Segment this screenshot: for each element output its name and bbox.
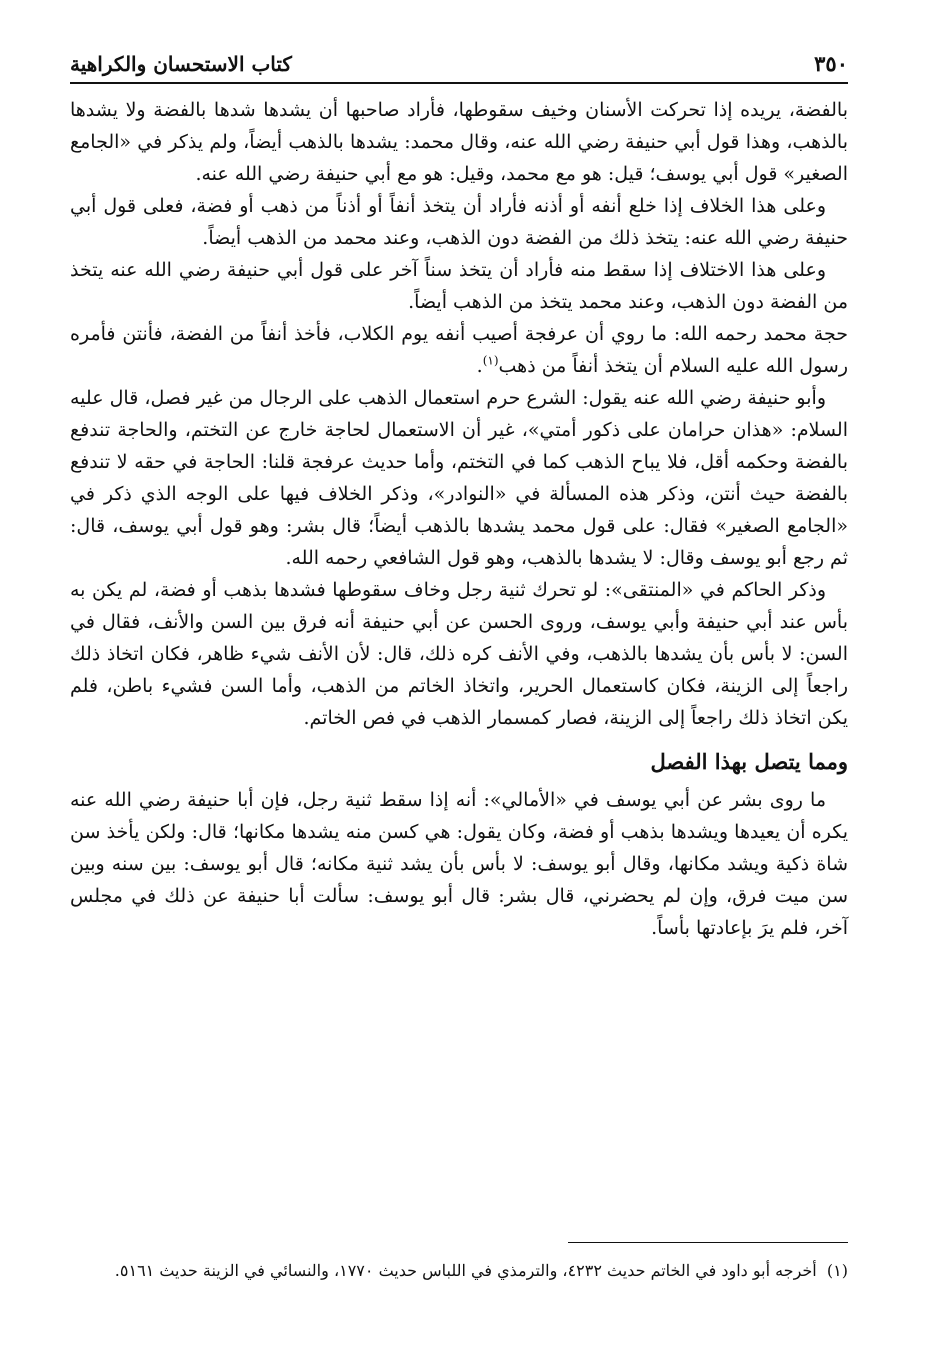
paragraph: وذكر الحاكم في «المنتقى»: لو تحرك ثنية رجل وخاف سقوطها فشدها بذهب أو فضة، لم يكن به بأس عند أبي حنيفة وأبي يوسف، وروى الحسن عن أبي حنيفة أنه فرق بين السن والأنف، فقال في السن: لا بأس بأن يشدها بالذهب، وفي الأنف كره ذلك، قال: لأن الأنف شيء ظاهر، فكان اتخاذ ذلك راجعاً إلى الزينة، فكان كاستعمال الحرير، واتخاذ الخاتم من الذهب، وأما السن فشيء باطن، فلم يكن اتخاذ ذلك راجعاً إلى الزينة، فصار كمسمار الذهب في فص الخاتم.: [70, 579, 848, 729]
paragraph: حجة محمد رحمه الله: ما روي أن عرفجة أصيب أنفه يوم الكلاب، فأخذ أنفاً من الفضة، فأنتن فأمره رسول الله عليه السلام أن يتخذ أنفاً من ذهب$^{(١)}$.: [70, 323, 848, 377]
paragraph-text: حجة محمد رحمه الله: ما روي أن عرفجة أصيب أنفه يوم الكلاب، فأخذ أنفاً من الفضة، فأنتن فأمره رسول الله عليه السلام أن يتخذ أنفاً من ذهب: [70, 323, 848, 377]
footnote-divider: [568, 1242, 848, 1243]
body-text: [70, 94, 848, 944]
footnote-number: (١): [826, 1261, 848, 1280]
paragraph: وأبو حنيفة رضي الله عنه يقول: الشرع حرم استعمال الذهب على الرجال من غير فصل، قال عليه السلام: «هذان حرامان على ذكور أمتي»، غير أن الاستعمال لحاجة خارج عن التختم، والحاجة تندفع بالفضة وحكمه أقل، فلا يباح الذهب كما في التختم، وأما حديث عرفجة قلنا: الحاجة في حقه لا تندفع بالفضة حيث أنتن، وذكر هذه المسألة في «النوادر»، وذكر الخلاف فيها على الوجه الذي ذكر في «الجامع الصغير» فقال: على قول محمد يشدها بالذهب أيضاً؛ قال بشر: وهو قول أبي يوسف، قال: ثم رجع أبو يوسف وقال: لا يشدها بالذهب، وهو قول الشافعي رحمه الله.: [70, 387, 849, 569]
paragraph: وعلى هذا الخلاف إذا خلع أنفه أو أذنه فأراد أن يتخذ أنفاً أو أذناً من ذهب أو فضة، فعلى قول أبي حنيفة رضي الله عنه: يتخذ ذلك من الفضة دون الذهب، وعند محمد من الذهب أيضاً.: [70, 195, 848, 249]
footnote-text: أخرجه أبو داود في الخاتم حديث ٤٢٣٢، والترمذي في اللباس حديث ١٧٧٠، والنسائي في الزينة حديث ٥١٦١.: [114, 1261, 817, 1280]
footnote: [70, 1256, 848, 1286]
running-head: [70, 40, 848, 84]
footnote-marker: (١): [482, 353, 499, 368]
paragraph: بالفضة، يريده إذا تحركت الأسنان وخيف سقوطها، فأراد صاحبها أن يشدها شدها بالفضة ولا يشدها بالذهب، وهذا قول أبي حنيفة رضي الله عنه، وقال محمد: يشدها بالذهب أيضاً، ولم يذكر في «الجامع الصغير» قول أبي يوسف؛ قيل: هو مع محمد، وقيل: هو مع أبي حنيفة رضي الله عنه.: [70, 99, 848, 185]
document-page: [70, 40, 849, 1280]
paragraph: وعلى هذا الاختلاف إذا سقط منه فأراد أن يتخذ سناً آخر على قول أبي حنيفة رضي الله عنه يتخذ من الفضة دون الذهب، وعند محمد يتخذ من الذهب أيضاً.: [70, 259, 848, 313]
book-title: كتاب الاستحسان والكراهية: [70, 52, 292, 76]
footnotes: [70, 1256, 848, 1286]
page-number: ٣٥٠: [814, 51, 848, 76]
section-heading: ومما يتصل بهذا الفصل: [650, 749, 848, 774]
paragraph: ما روى بشر عن أبي يوسف في «الأمالي»: أنه إذا سقط ثنية رجل، فإن أبا حنيفة رضي الله عنه يكره أن يعيدها ويشدها بذهب أو فضة، وكان يقول: هي كسن منه يشدها مكانها؛ قال: ولكن يأخذ سن شاة ذكية ويشد مكانها، وقال أبو يوسف: لا بأس بأن يشد ثنية مكانه؛ قال أبو يوسف: بين سنه وبين سن ميت فرق، وإن لم يحضرني، قال بشر: قال أبو يوسف: سألت أبا حنيفة عن ذلك في مجلس آخر، فلم يرَ بإعادتها بأساً.: [70, 789, 848, 939]
